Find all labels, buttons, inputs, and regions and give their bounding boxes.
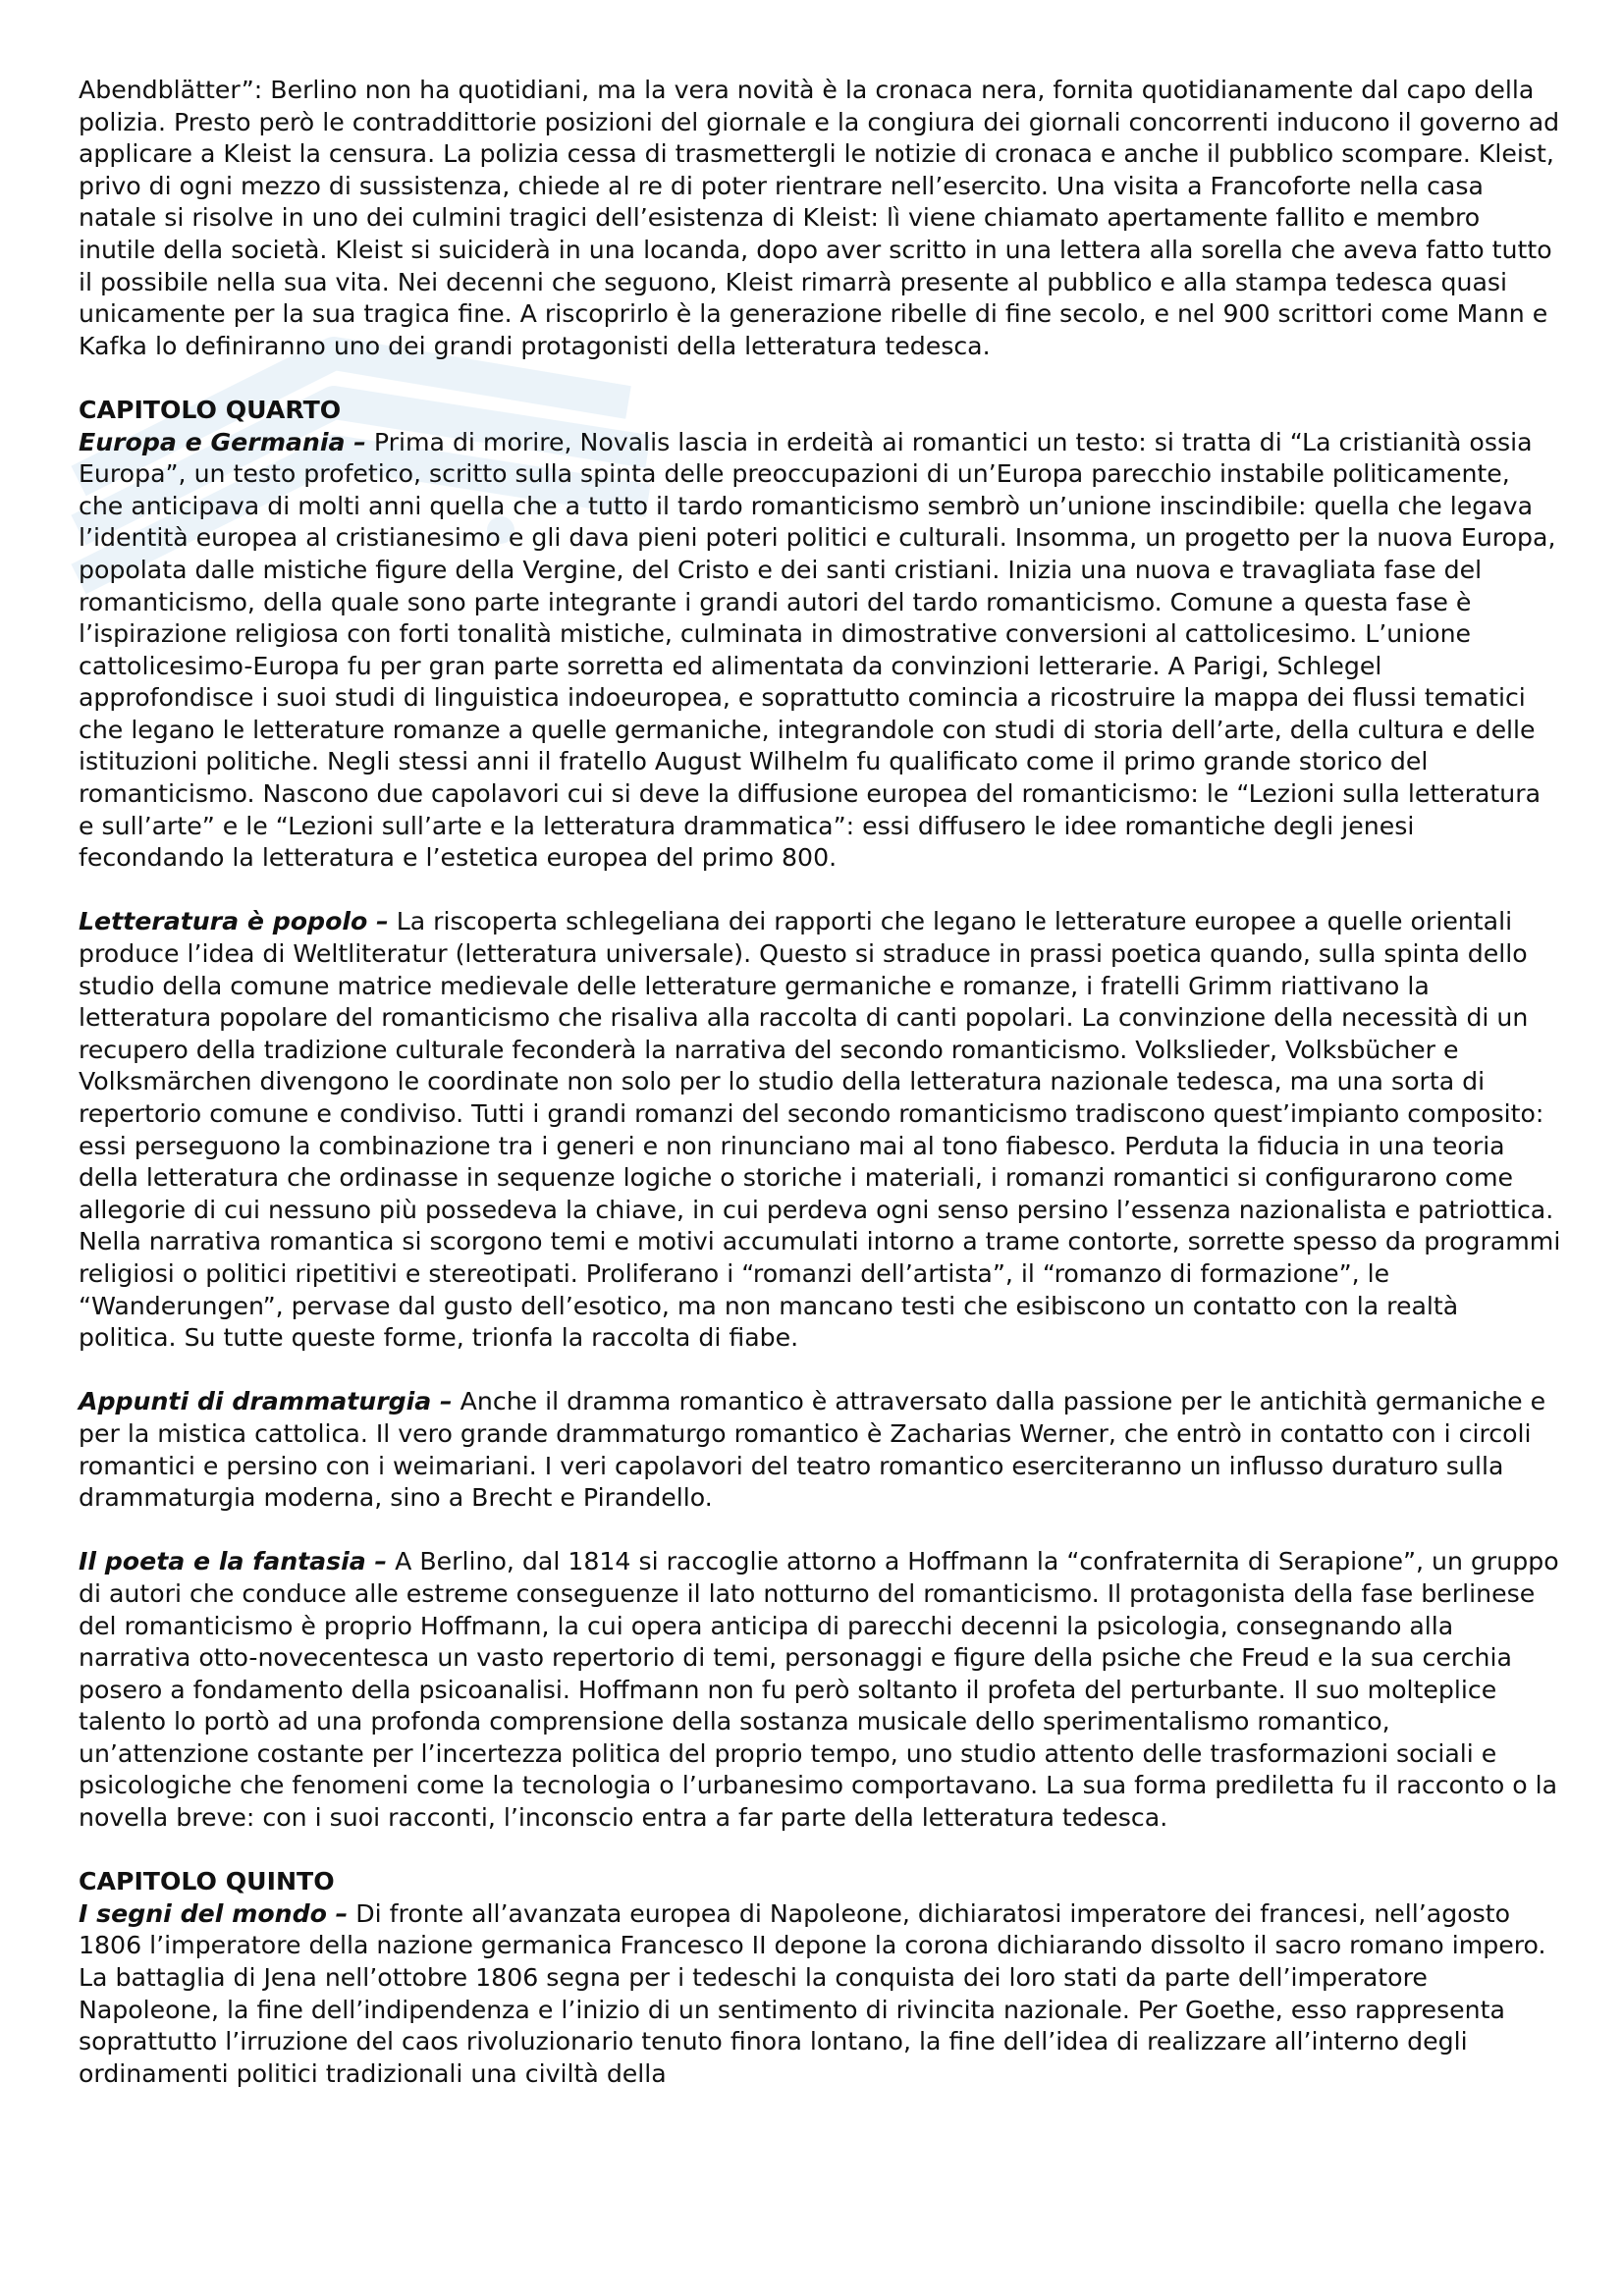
paragraph-poeta-fantasia	[79, 1546, 1561, 1834]
paragraph-kleist: Abendblätter”: Berlino non ha quotidiani, ma la vera novità è la cronaca nera, fornita quotidianamente dal capo della polizia. Presto però le contraddittorie posizioni del giornale e la congiura dei giornali concorrenti inducono il governo ad applicare a Kleist la censura. La polizia cessa di trasmettergli le notizie di cronaca e anche il pubblico scompare. Kleist, privo di ogni mezzo di sussistenza, chiede al re di poter rientrare nell’esercito. Una visita a Francoforte nella casa natale si risolve in uno dei culmini tragici dell’esistenza di Kleist: lì viene chiamato apertamente fallito e membro inutile della società. Kleist si suiciderà in una locanda, dopo aver scritto in una lettera alla sorella che aveva fatto tutto il possibile nella sua vita. Nei decenni che seguono, Kleist rimarrà presente al pubblico e alla stampa tedesca quasi unicamente per la sua tragica fine. A riscoprirlo è la generazione ribelle di fine secolo, e nel 900 scrittori come Mann e Kafka lo definiranno uno dei grandi protagonisti della letteratura tedesca.	[79, 76, 1560, 360]
paragraph-text: Di fronte all’avanzata europea di Napoleone, dichiaratosi imperatore dei francesi, nell’agosto 1806 l’imperatore della nazione germanica Francesco II depone la corona dichiarando dissolto il sacro romano impero. La battaglia di Jena nell’ottobre 1806 segna per i tedeschi la conquista dei loro stati da parte dell’imperatore Napoleone, la fine dell’indipendenza e l’inizio di un sentimento di rivincita nazionale. Per Goethe, esso rappresenta soprattutto l’irruzione del caos rivoluzionario tenuto finora lontano, la fine dell’idea di realizzare all’interno degli ordinamenti politici tradizionali una civiltà della	[79, 1898, 1546, 2088]
paragraph-drammaturgia	[79, 1386, 1561, 1514]
section-lead: I segni del mondo –	[79, 1898, 349, 1928]
paragraph-text: A Berlino, dal 1814 si raccoglie attorno a Hoffmann la “confraternita di Serapione”, un gruppo di autori che conduce alle estreme conseguenze il lato notturno del romanticismo. Il protagonista della fase berlinese del romanticismo è proprio Hoffmann, la cui opera anticipa di parecchi decenni la psicologia, consegnando alla narrativa otto-novecentesca un vasto repertorio di temi, personaggi e figure della psiche che Freud e la sua cerchia posero a fondamento della psicoanalisi. Hoffmann non fu però soltanto il profeta del perturbante. Il suo molteplice talento lo portò ad una profonda comprensione della sostanza musicale dello sperimentalismo romantico, un’attenzione costante per l’incertezza politica del proprio tempo, uno studio attento delle trasformazioni sociali e psicologiche che fenomeni come la tecnologia o l’urbanesimo comportavano. La sua forma prediletta fu il racconto o la novella breve: con i suoi racconti, l’inconscio entra a far parte della letteratura tedesca.	[79, 1547, 1559, 1833]
document-page	[79, 75, 1561, 2090]
section-lead: Letteratura è popolo –	[79, 907, 389, 936]
paragraph-text: Anche il dramma romantico è attraversato dalla passione per le antichità germaniche e per la mistica cattolica. Il vero grande drammaturgo romantico è Zacharias Werner, che entrò in contatto con i circoli romantici e persino con i weimariani. I veri capolavori del teatro romantico eserciteranno un influsso duraturo sulla drammaturgia moderna, sino a Brecht e Pirandello.	[79, 1387, 1546, 1513]
section-lead: Europa e Germania –	[79, 427, 366, 456]
section-lead: Appunti di drammaturgia –	[79, 1387, 453, 1416]
paragraph-segni-mondo	[79, 1898, 1561, 2091]
paragraph-text: Prima di morire, Novalis lascia in erdeità ai romantici un testo: si tratta di “La cristianità ossia Europa”, un testo profetico, scritto sulla spinta delle preoccupazioni di un’Europa parecchio instabile politicamente, che anticipava di molti anni quella che a tutto il tardo romanticismo sembrò un’unione inscindibile: quella che legava l’identità europea al cristianesimo e gli dava pieni poteri politici e culturali. Insomma, un progetto per la nuova Europa, popolata dalle mistiche figure della Vergine, del Cristo e dei santi cristiani. Inizia una nuova e travagliata fase del romanticismo, della quale sono parte integrante i grandi autori del tardo romanticismo. Comune a questa fase è l’ispirazione religiosa con forti tonalità mistiche, culminata in dimostrative conversioni al cattolicesimo. L’unione cattolicesimo-Europa fu per gran parte sorretta ed alimentata da convinzioni letterarie. A Parigi, Schlegel approfondisce i suoi studi di linguistica indoeuropea, e soprattutto comincia a ricostruire la mappa dei flussi tematici che legano le letterature romanze a quelle germaniche, integrandole con studi di storia dell’arte, della cultura e delle istituzioni politiche. Negli stessi anni il fratello August Wilhelm fu qualificato come il primo grande storico del romanticismo. Nascono due capolavori cui si deve la diffusione europea del romanticismo: le “Lezioni sulla letteratura e sull’arte” e le “Lezioni sull’arte e la letteratura drammatica”: essi diffusero le idee romantiche degli jenesi fecondando la letteratura e l’estetica europea del primo 800.	[79, 427, 1556, 873]
section-lead: Il poeta e la fantasia –	[79, 1547, 388, 1576]
paragraph-text: La riscoperta schlegeliana dei rapporti che legano le letterature europee a quelle orientali produce l’idea di Weltliteratur (letteratura universale). Questo si straduce in prassi poetica quando, sulla spinta dello studio della comune matrice medievale delle letterature germaniche e romanze, i fratelli Grimm riattivano la letteratura popolare del romanticismo che risaliva alla raccolta di canti popolari. La convinzione della necessità di un recupero della tradizione culturale feconderà la narrativa del secondo romanticismo. Volkslieder, Volksbücher e Volksmärchen divengono le coordinate non solo per lo studio della letteratura nazionale tedesca, ma una sorta di repertorio comune e condiviso. Tutti i grandi romanzi del secondo romanticismo tradiscono quest’impianto composito: essi perseguono la combinazione tra i generi e non rinunciano mai al tono fiabesco. Perduta la fiducia in una teoria della letteratura che ordinasse in sequenze logiche o storiche i materiali, i romanzi romantici si configurarono come allegorie di cui nessuno più possedeva la chiave, in cui perdeva ogni senso persino l’essenza nazionalista e patriottica. Nella narrativa romantica si scorgono temi e motivi accumulati intorno a trame contorte, sorrette spesso da programmi religiosi o politici ripetitivi e stereotipati. Proliferano i “romanzi dell’artista”, il “romanzo di formazione”, le “Wanderungen”, pervase dal gusto dell’esotico, ma non mancano testi che esibiscono un contatto con la realtà politica. Su tutte queste forme, trionfa la raccolta di fiabe.	[79, 907, 1561, 1353]
chapter-heading-quinto: CAPITOLO QUINTO	[79, 1867, 335, 1896]
paragraph-letteratura-popolo	[79, 906, 1561, 1354]
paragraph-europa-germania	[79, 427, 1561, 875]
chapter-heading-quarto: CAPITOLO QUARTO	[79, 395, 342, 424]
